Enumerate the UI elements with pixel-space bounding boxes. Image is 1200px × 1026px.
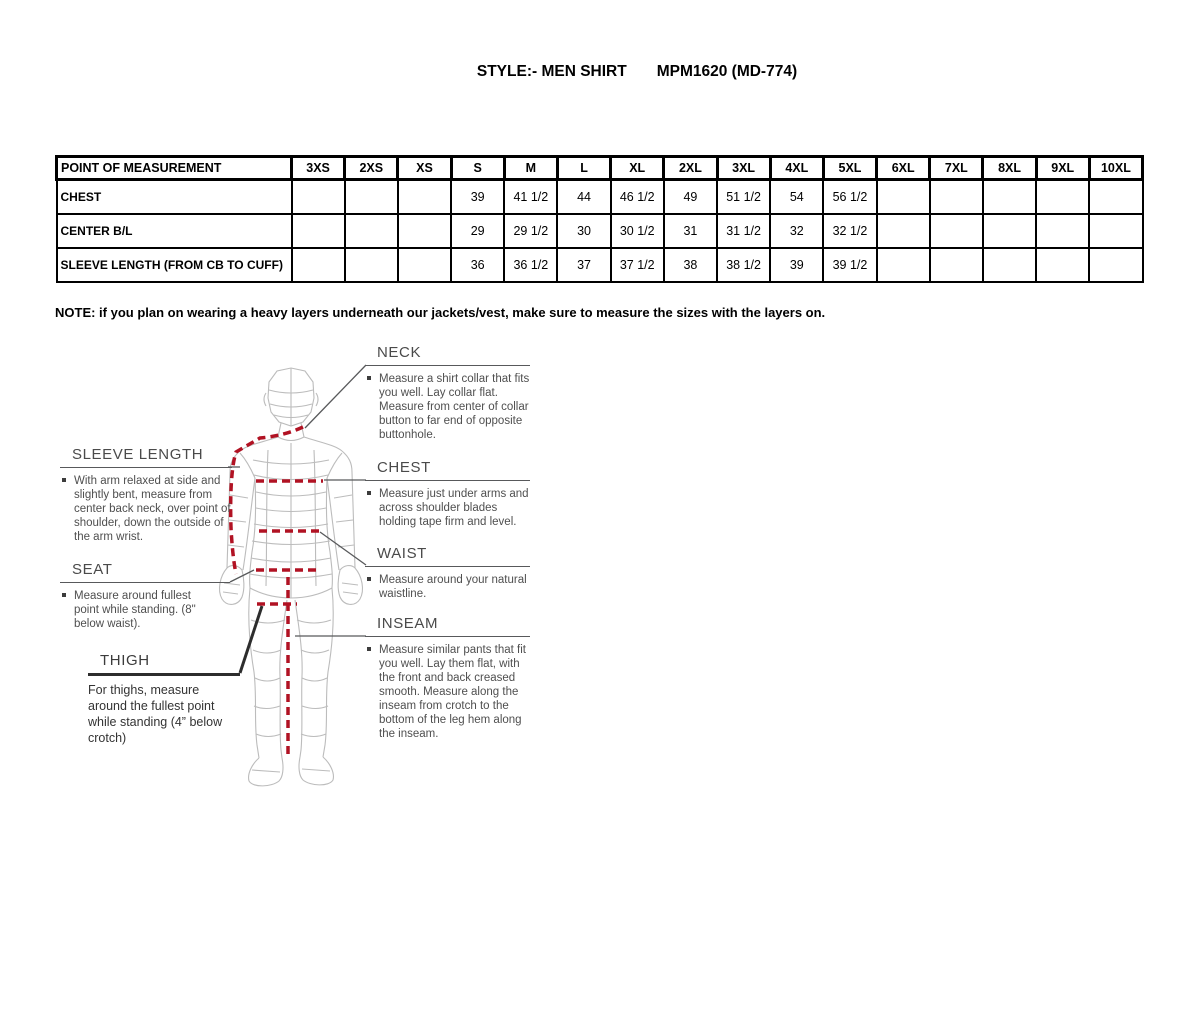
bullet-icon xyxy=(62,593,66,597)
sleeve-length-title: SLEEVE LENGTH xyxy=(60,446,232,468)
inseam-title: INSEAM xyxy=(365,615,530,637)
thigh-title: THIGH xyxy=(88,652,240,676)
style-label: STYLE:- MEN SHIRT xyxy=(476,63,627,80)
seat-section xyxy=(60,561,230,631)
inseam-desc-text: Measure similar pants that fit you well. Lay them flat, with the front and back creased smooth. Measure along the inseam from crotch to the bottom of the leg hem along the inseam. xyxy=(379,644,527,741)
size-value-cell: 51 1/2 xyxy=(717,180,770,215)
thigh-section xyxy=(88,652,240,746)
seat-desc-text: Measure around fullest point while standing. (8" below waist). xyxy=(74,590,196,631)
style-code: MPM1620 (MD-774) xyxy=(656,63,798,80)
size-value-cell: 46 1/2 xyxy=(611,180,664,215)
column-header: 10XL xyxy=(1089,157,1142,180)
size-value-cell: 37 xyxy=(557,248,610,282)
bullet-icon xyxy=(367,491,371,495)
column-header: S xyxy=(451,157,504,180)
sleeve-length-desc-text: With arm relaxed at side and slightly bent, measure from center back neck, over point of shoulder, down the outside of the arm wrist. xyxy=(74,475,231,544)
size-value-cell: 36 xyxy=(451,248,504,282)
chest-desc xyxy=(365,481,530,529)
neck-section xyxy=(365,344,530,442)
size-value-cell: 32 1/2 xyxy=(823,214,876,248)
waist-section xyxy=(365,545,530,601)
size-value-cell: 39 1/2 xyxy=(823,248,876,282)
size-value-cell: 32 xyxy=(770,214,823,248)
waist-desc-text: Measure around your natural waistline. xyxy=(379,574,527,601)
column-header: 8XL xyxy=(983,157,1036,180)
note-text: NOTE: if you plan on wearing a heavy layers underneath our jackets/vest, make sure to measure the sizes with the layers on. xyxy=(55,305,826,320)
row-header: SLEEVE LENGTH (FROM CB TO CUFF) xyxy=(57,248,292,282)
inseam-section xyxy=(365,615,530,741)
row-header: CHEST xyxy=(57,180,292,215)
size-value-cell: 56 1/2 xyxy=(823,180,876,215)
waist-title: WAIST xyxy=(365,545,530,567)
seat-title: SEAT xyxy=(60,561,230,583)
column-header: XS xyxy=(398,157,451,180)
column-header: 2XL xyxy=(664,157,717,180)
column-header: L xyxy=(557,157,610,180)
bullet-icon xyxy=(367,647,371,651)
size-value-cell: 44 xyxy=(557,180,610,215)
size-value-cell: 30 xyxy=(557,214,610,248)
neck-title: NECK xyxy=(365,344,530,366)
size-value-cell: 39 xyxy=(451,180,504,215)
waist-desc xyxy=(365,567,530,601)
column-header: 5XL xyxy=(823,157,876,180)
size-value-cell: 29 1/2 xyxy=(504,214,557,248)
bullet-icon xyxy=(62,478,66,482)
size-value-cell: 31 1/2 xyxy=(717,214,770,248)
column-header: 7XL xyxy=(930,157,983,180)
size-value-cell: 38 1/2 xyxy=(717,248,770,282)
chest-section xyxy=(365,459,530,529)
column-header: POINT OF MEASUREMENT xyxy=(57,157,292,180)
column-header: 3XL xyxy=(717,157,770,180)
column-header: XL xyxy=(611,157,664,180)
neck-desc xyxy=(365,366,530,442)
thigh-leader-line xyxy=(240,606,262,673)
seat-desc xyxy=(60,583,209,631)
column-header: 9XL xyxy=(1036,157,1089,180)
column-header: M xyxy=(504,157,557,180)
sleeve-length-section xyxy=(60,446,232,544)
bullet-icon xyxy=(367,376,371,380)
thigh-desc xyxy=(88,676,240,746)
chest-desc-text: Measure just under arms and across shoulder blades holding tape firm and level. xyxy=(379,488,529,529)
bullet-icon xyxy=(367,577,371,581)
size-value-cell: 39 xyxy=(770,248,823,282)
column-header: 6XL xyxy=(877,157,930,180)
size-value-cell: 37 1/2 xyxy=(611,248,664,282)
inseam-desc xyxy=(365,637,530,741)
size-value-cell: 49 xyxy=(664,180,717,215)
size-value-cell: 31 xyxy=(664,214,717,248)
size-value-cell: 41 1/2 xyxy=(504,180,557,215)
size-value-cell: 38 xyxy=(664,248,717,282)
column-header: 4XL xyxy=(770,157,823,180)
measure-lines xyxy=(231,427,323,755)
thigh-desc-text: For thighs, measure around the fullest point while standing (4” below crotch) xyxy=(88,683,223,745)
size-value-cell: 54 xyxy=(770,180,823,215)
size-value-cell: 36 1/2 xyxy=(504,248,557,282)
chest-title: CHEST xyxy=(365,459,530,481)
column-header: 3XS xyxy=(292,157,345,180)
column-header: 2XS xyxy=(345,157,398,180)
row-header: CENTER B/L xyxy=(57,214,292,248)
neck-desc-text: Measure a shirt collar that fits you well. Lay collar flat. Measure from center of collar button to far end of opposite buttonhole. xyxy=(379,373,530,442)
size-value-cell: 29 xyxy=(451,214,504,248)
waist-leader-line xyxy=(320,532,366,565)
size-value-cell: 30 1/2 xyxy=(611,214,664,248)
sleeve-length-desc xyxy=(60,468,232,544)
